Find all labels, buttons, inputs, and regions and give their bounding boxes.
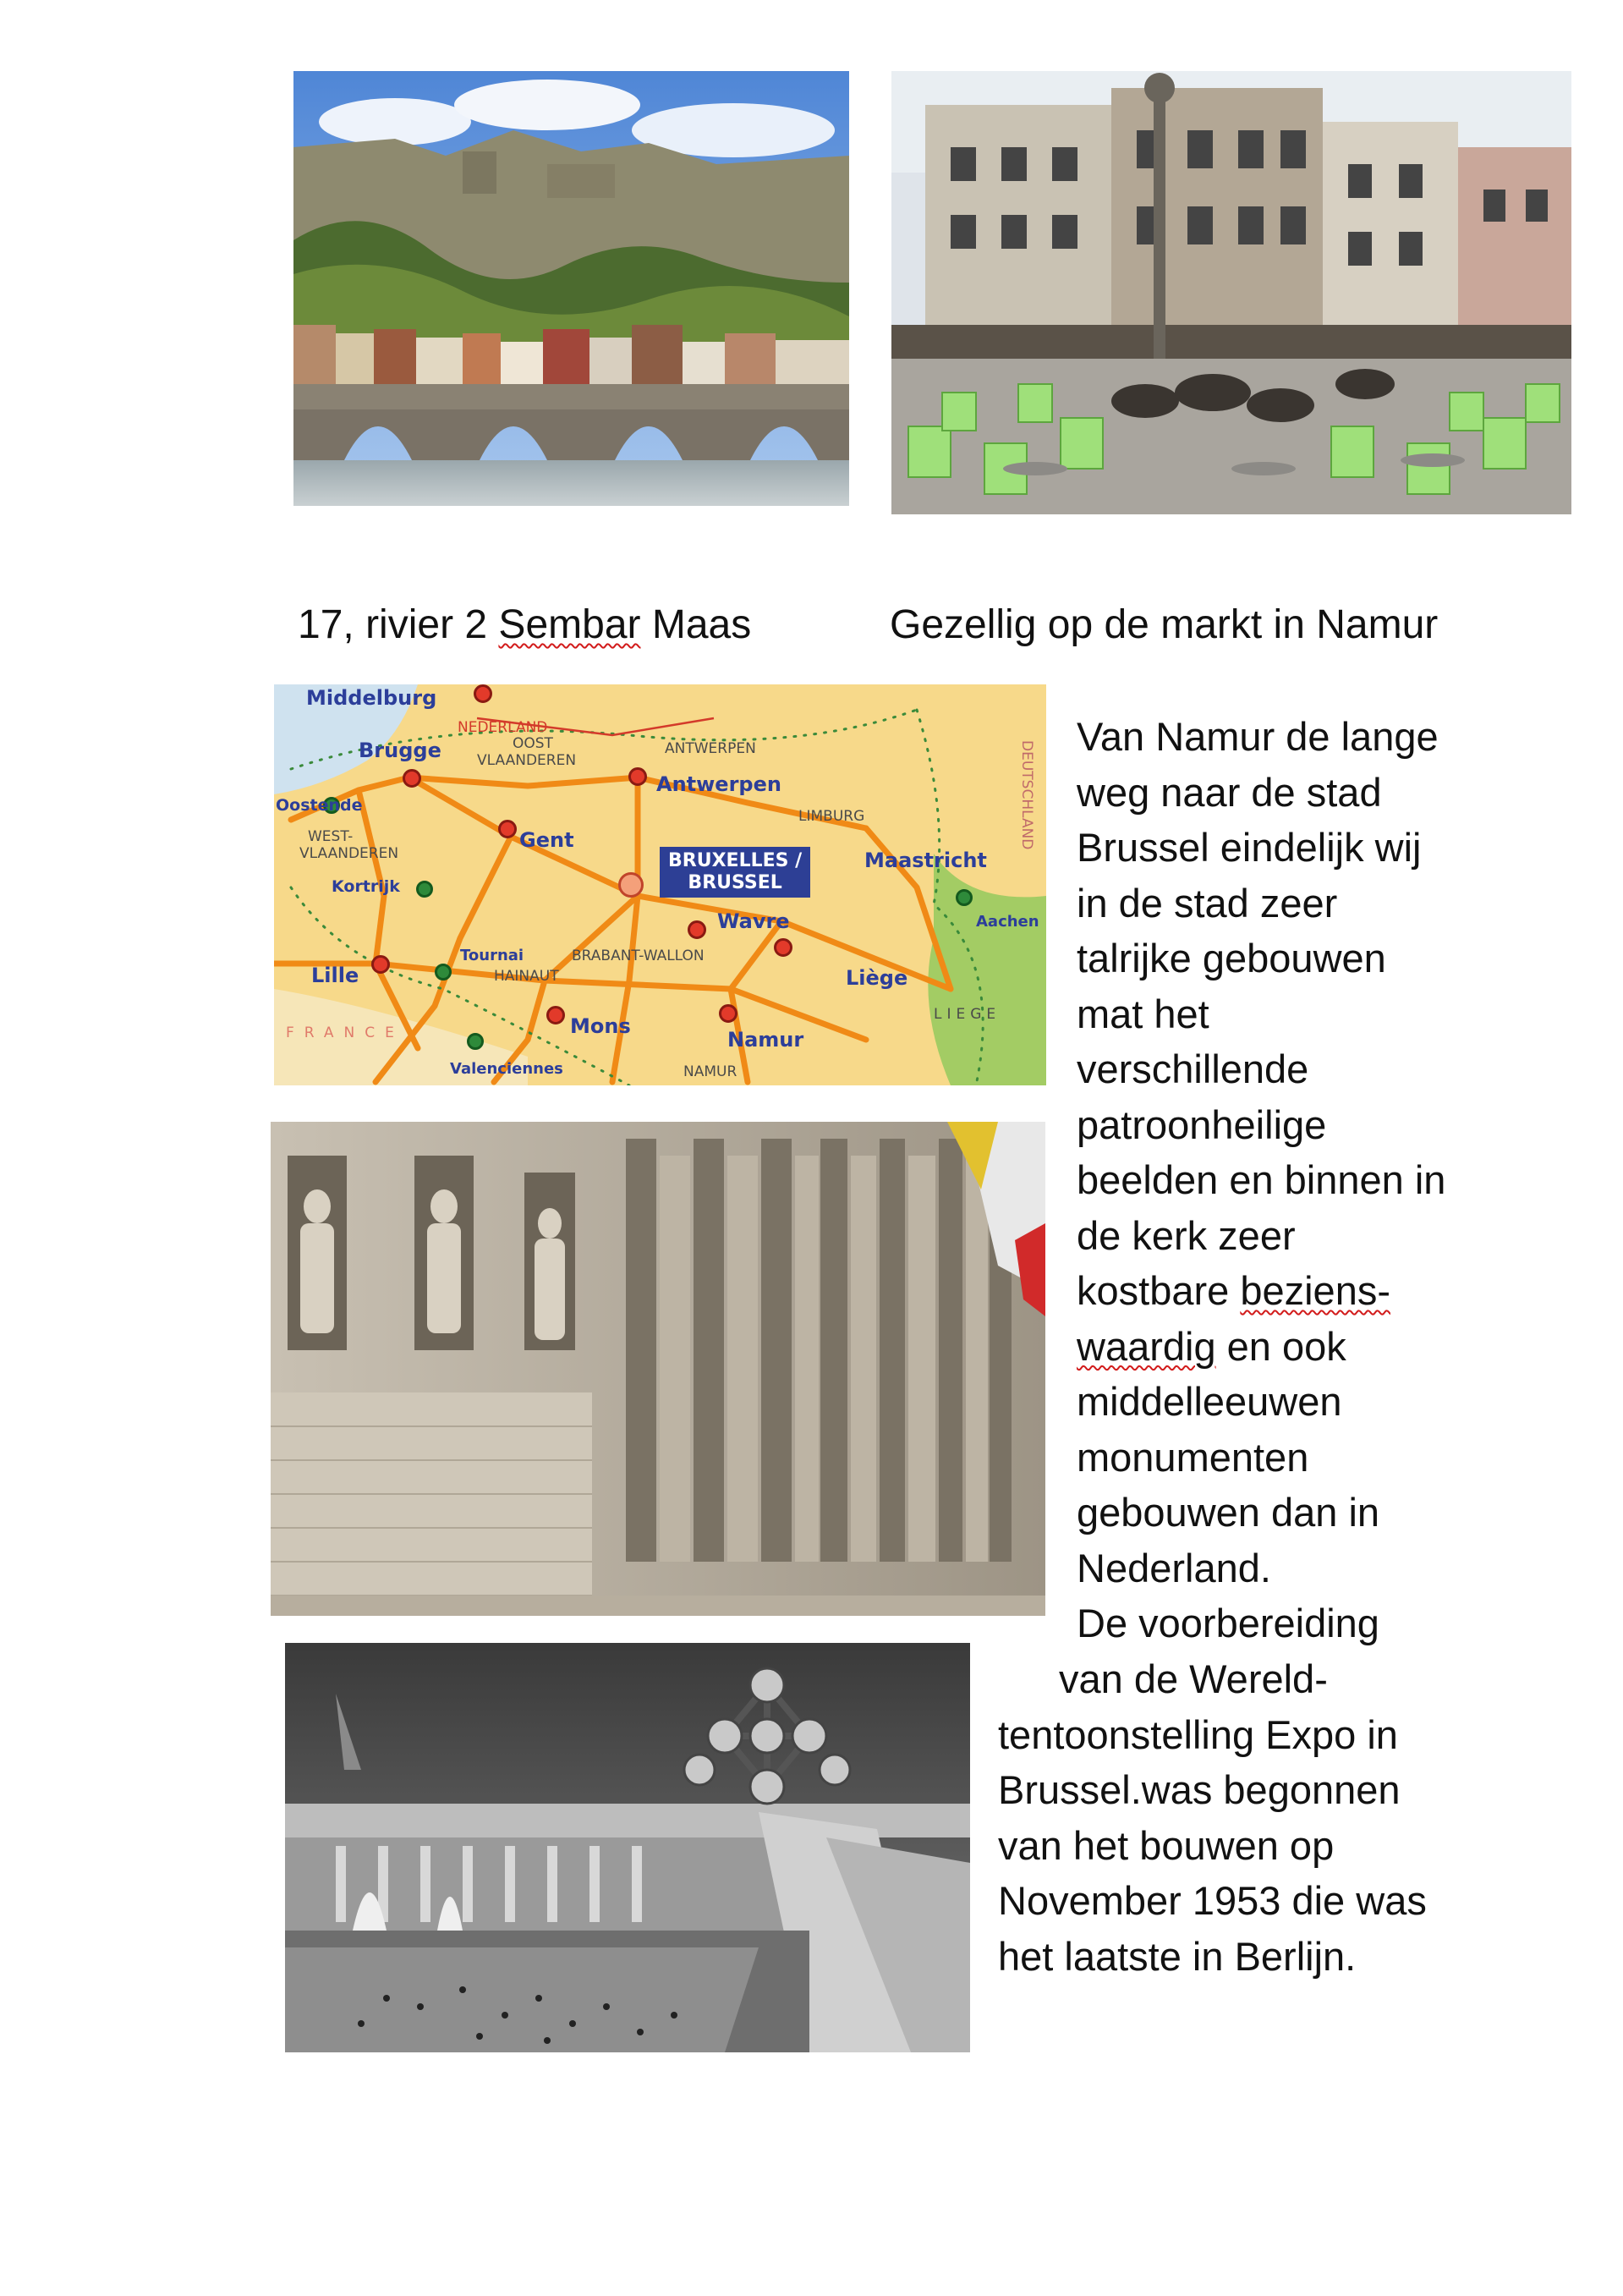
map-label-aachen: Aachen [976, 913, 1039, 931]
paragraph-line: van de Wereld- [1059, 1656, 1328, 1701]
paragraph-line: Brussel eindelijk wij [1077, 825, 1422, 870]
map-dot-gent [498, 820, 517, 838]
map-label-brussel: BRUSSEL [688, 872, 782, 893]
paragraph-line: van het bouwen op [998, 1822, 1335, 1868]
paragraph-line [1077, 1263, 1445, 1319]
map-label-liege: Liège [846, 966, 908, 990]
map-label-kortrijk: Kortrijk [332, 877, 400, 896]
market-photo [891, 71, 1571, 514]
paragraph-line: middelleeuwen [1077, 1379, 1342, 1424]
map-label-maastricht: Maastricht [864, 849, 987, 872]
caption-citadel-misspelled-word: Sembar [498, 602, 641, 647]
paragraph-line: Nederland. [1077, 1545, 1271, 1590]
citadel-photo [293, 71, 849, 506]
paragraph-line: verschillende [1077, 1046, 1309, 1091]
map-label-west-vlaanderen-2: VLAANDEREN [299, 845, 399, 862]
paragraph-line [1077, 1319, 1445, 1375]
paragraph-upper [1077, 709, 1445, 1651]
expo-photo [285, 1643, 970, 2052]
paragraph-line: beelden en binnen in [1077, 1157, 1446, 1202]
map-dot-liege [774, 938, 792, 957]
map-dot-mons [546, 1006, 565, 1024]
map-label-nederland: NEDERLAND [458, 719, 548, 736]
caption-citadel [298, 601, 751, 649]
map-label-oost-vlaanderen-2: VLAANDEREN [477, 752, 577, 769]
map-label-namur: Namur [727, 1028, 804, 1052]
map-dot-valenciennes [467, 1033, 484, 1050]
paragraph-line: in de stad zeer [1077, 880, 1338, 926]
map-label-mons: Mons [570, 1014, 631, 1038]
paragraph-line: November 1953 die was [998, 1878, 1427, 1923]
map-label-hainaut: HAINAUT [494, 968, 559, 985]
atomium-expo-bw-photo [285, 1643, 970, 2052]
facade-photo [271, 1122, 1045, 1616]
map-label-limburg: LIMBURG [798, 808, 865, 825]
map-label-brussel-box [660, 847, 810, 898]
paragraph-line: monumenten [1077, 1434, 1309, 1480]
map-label-deutschland: DEUTSCHLAND [1018, 740, 1035, 850]
paragraph-misspelled-word: waardig [1077, 1323, 1216, 1369]
map-label-france: FRANCE [286, 1024, 404, 1041]
map-label-wavre: Wavre [717, 909, 790, 933]
paragraph-line: het laatste in Berlijn. [998, 1933, 1357, 1979]
paragraph-lower [998, 1651, 1427, 1984]
map-label-bruxelles: BRUXELLES / [668, 850, 803, 871]
map-dot-antwerpen [628, 767, 647, 786]
belgium-map [274, 684, 1046, 1085]
paragraph-line: tentoonstelling Expo in [998, 1711, 1398, 1757]
paragraph-line: talrijke gebouwen [1077, 936, 1386, 980]
map-dot-aachen [956, 889, 973, 906]
map-label-antwerpen-region: ANTWERPEN [665, 740, 756, 757]
map-dot-kortrijk [416, 881, 433, 898]
map-dot-middelburg [474, 684, 492, 703]
map-label-antwerpen: Antwerpen [656, 772, 781, 796]
map-label-west-vlaanderen-1: WEST- [308, 828, 354, 845]
map-label-brugge: Brugge [359, 739, 441, 762]
map-dot-wavre [688, 920, 706, 939]
paragraph-misspelled-word: beziens- [1240, 1268, 1390, 1313]
map-label-middelburg: Middelburg [306, 686, 437, 710]
map-label-tournai: Tournai [460, 947, 524, 964]
paragraph-line: de kerk zeer [1077, 1212, 1296, 1258]
map-dot-brugge [403, 769, 421, 788]
citadel-river-bridge-photo [293, 71, 849, 506]
paragraph-line: weg naar de stad [1077, 769, 1382, 815]
map-dot-namur [719, 1004, 737, 1023]
caption-citadel-suffix: Maas [640, 602, 752, 647]
map-label-gent: Gent [519, 828, 574, 852]
paragraph-line: Van Namur de lange [1077, 714, 1439, 759]
paragraph-line-text: kostbare [1077, 1268, 1241, 1313]
map-dot-brussel [618, 872, 644, 898]
paragraph-line-text: en ook [1215, 1323, 1346, 1369]
paragraph-line: patroonheilige [1077, 1101, 1327, 1147]
gothic-facade-statues-photo [271, 1122, 1045, 1616]
map-label-lille: Lille [311, 964, 359, 987]
caption-citadel-prefix: 17, rivier 2 [298, 602, 499, 647]
map-label-liege-region: LIEGE [934, 1006, 1001, 1023]
map-label-valenciennes: Valenciennes [450, 1060, 563, 1078]
paragraph-line: mat het [1077, 991, 1209, 1036]
caption-market: Gezellig op de markt in Namur [890, 602, 1439, 647]
paragraph-line: De voorbereiding [1077, 1601, 1379, 1645]
paragraph-line: gebouwen dan in [1077, 1490, 1380, 1535]
map-label-namur-region: NAMUR [683, 1063, 737, 1080]
map-dot-lille [371, 955, 390, 974]
map-label-brabant-wallon: BRABANT-WALLON [572, 948, 705, 964]
paragraph-line: Brussel.was begonnen [998, 1767, 1401, 1812]
map-label-oostende: Oostende [276, 796, 363, 815]
market-square-terrace-photo [891, 71, 1571, 514]
map-label-oost-vlaanderen-1: OOST [513, 735, 553, 752]
map-dot-tournai [435, 964, 452, 980]
